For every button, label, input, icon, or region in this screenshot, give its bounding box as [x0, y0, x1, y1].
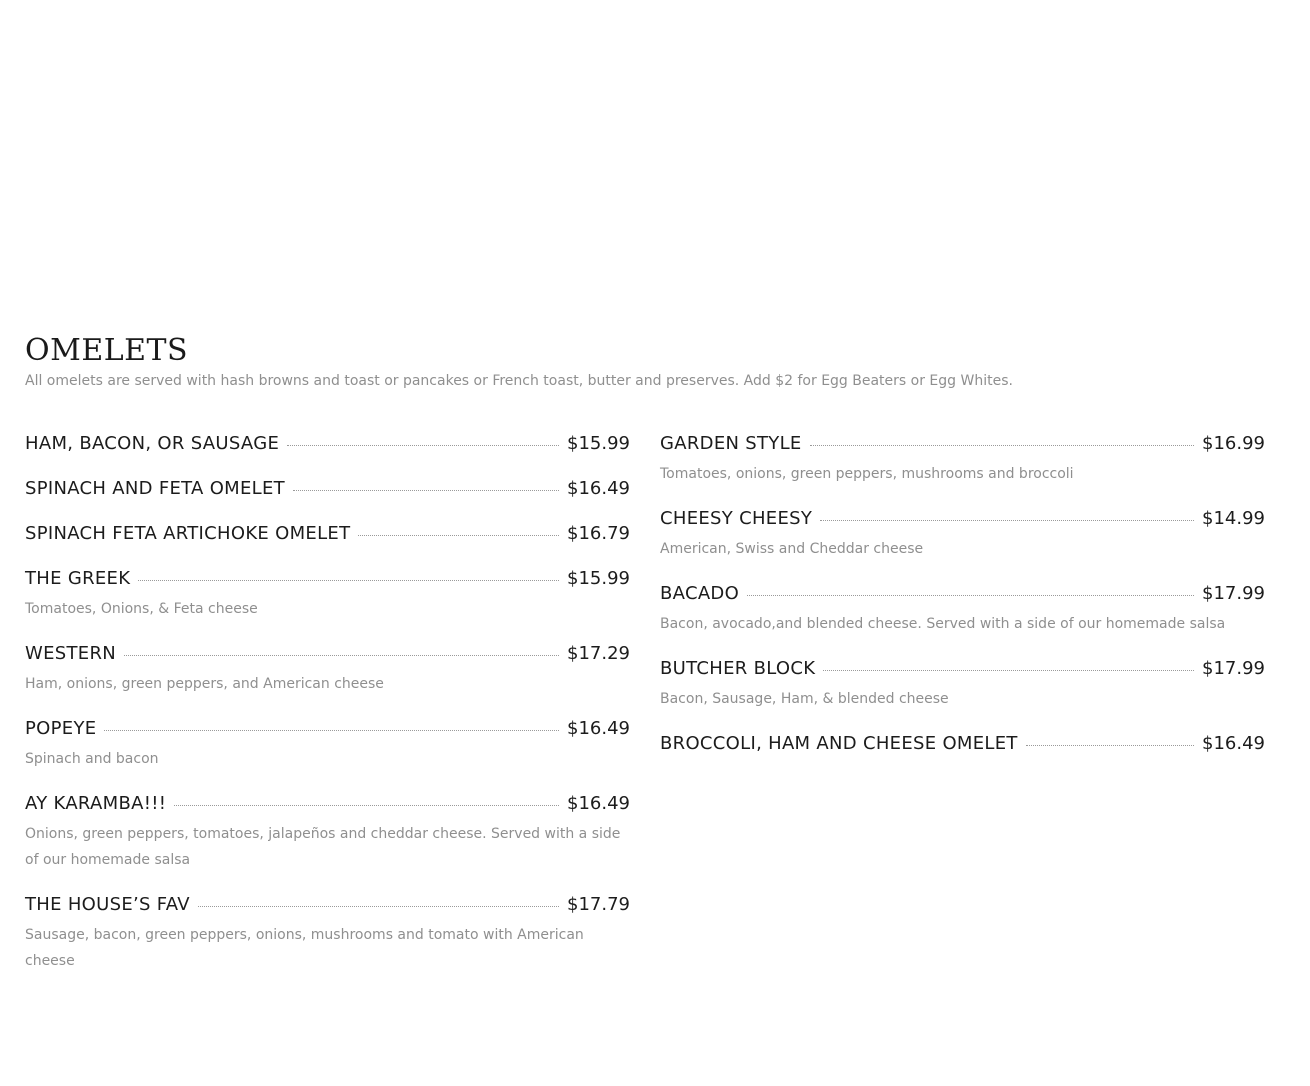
item-price: $17.99	[1202, 583, 1265, 604]
menu-item	[660, 433, 1265, 487]
item-price: $15.99	[567, 433, 630, 454]
item-name: SPINACH FETA ARTICHOKE OMELET	[25, 523, 351, 544]
item-description: Tomatoes, Onions, & Feta cheese	[25, 601, 258, 617]
dotted-leader	[198, 906, 559, 907]
item-price: $16.49	[567, 718, 630, 739]
item-name: BROCCOLI, HAM AND CHEESE OMELET	[660, 733, 1018, 754]
dotted-leader	[174, 805, 559, 806]
menu-item	[25, 478, 630, 502]
menu-item	[660, 733, 1265, 757]
dotted-leader	[293, 490, 559, 491]
omelets-section	[25, 333, 1265, 969]
dotted-leader	[138, 580, 559, 581]
menu-item	[25, 793, 630, 873]
dotted-leader	[820, 520, 1194, 521]
menu-item	[25, 568, 630, 622]
menu-columns	[25, 433, 1265, 995]
menu-item	[25, 433, 630, 457]
item-description: Tomatoes, onions, green peppers, mushrooms and broccoli	[660, 466, 1074, 482]
item-name: THE GREEK	[25, 568, 131, 589]
dotted-leader	[1026, 745, 1194, 746]
item-name: AY KARAMBA!!!	[25, 793, 167, 814]
section-title: OMELETS	[25, 333, 189, 368]
item-description: Sausage, bacon, green peppers, onions, mushrooms and tomato with American cheese	[25, 927, 584, 969]
item-price: $16.79	[567, 523, 630, 544]
item-price: $16.49	[567, 793, 630, 814]
menu-item	[660, 508, 1265, 562]
item-description: Bacon, avocado,and blended cheese. Served with a side of our homemade salsa	[660, 616, 1226, 632]
item-price: $17.79	[567, 894, 630, 915]
dotted-leader	[810, 445, 1194, 446]
item-price: $17.99	[1202, 658, 1265, 679]
item-description: Bacon, Sausage, Ham, & blended cheese	[660, 691, 949, 707]
menu-item	[25, 718, 630, 772]
item-name: SPINACH AND FETA OMELET	[25, 478, 285, 499]
item-name: THE HOUSE’S FAV	[25, 894, 190, 915]
item-name: CHEESY CHEESY	[660, 508, 813, 529]
item-name: HAM, BACON, OR SAUSAGE	[25, 433, 280, 454]
dotted-leader	[104, 730, 559, 731]
item-name: BUTCHER BLOCK	[660, 658, 816, 679]
item-description: Spinach and bacon	[25, 751, 159, 767]
dotted-leader	[358, 535, 559, 536]
menu-column-right	[660, 433, 1265, 995]
item-name: BACADO	[660, 583, 740, 604]
item-price: $14.99	[1202, 508, 1265, 529]
item-price: $16.49	[567, 478, 630, 499]
item-price: $16.49	[1202, 733, 1265, 754]
dotted-leader	[124, 655, 559, 656]
item-description: American, Swiss and Cheddar cheese	[660, 541, 924, 557]
menu-column-left	[25, 433, 630, 995]
menu-item	[660, 658, 1265, 712]
item-price: $15.99	[567, 568, 630, 589]
item-description: Onions, green peppers, tomatoes, jalapeños and cheddar cheese. Served with a side of our homemade salsa	[25, 826, 621, 868]
menu-item	[25, 894, 630, 974]
item-price: $17.29	[567, 643, 630, 664]
item-name: POPEYE	[25, 718, 97, 739]
dotted-leader	[747, 595, 1194, 596]
item-price: $16.99	[1202, 433, 1265, 454]
menu-item	[25, 523, 630, 547]
menu-item	[25, 643, 630, 697]
item-name: WESTERN	[25, 643, 117, 664]
item-description: Ham, onions, green peppers, and American cheese	[25, 676, 384, 692]
section-description: All omelets are served with hash browns and toast or pancakes or French toast, butter and preserves. Add $2 for Egg Beaters or Egg Whites.	[25, 373, 1013, 389]
dotted-leader	[823, 670, 1194, 671]
item-name: GARDEN STYLE	[660, 433, 802, 454]
menu-item	[660, 583, 1265, 637]
dotted-leader	[287, 445, 559, 446]
